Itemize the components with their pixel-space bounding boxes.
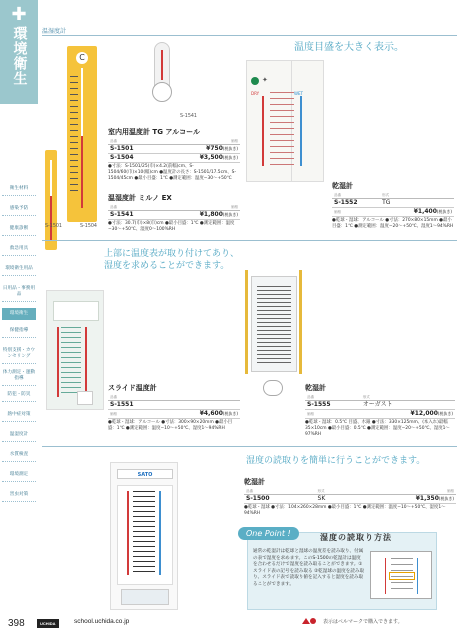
sidebar-item[interactable]: 熱中症対策 xyxy=(2,412,36,422)
product-name: 温湿度計 ミルノ EX xyxy=(108,194,172,202)
thermometer-s1501 xyxy=(45,150,57,250)
product-name: 乾湿計 xyxy=(305,384,326,392)
wet-bulb-column xyxy=(300,96,302,166)
spec-table xyxy=(332,192,454,217)
caption-s1541: S-1541 xyxy=(180,114,197,119)
product-code: S-1504 xyxy=(108,154,160,163)
thermometer-photo-tg xyxy=(45,40,105,220)
one-point-badge: One Point ! xyxy=(238,527,299,540)
table-row xyxy=(108,401,240,410)
sidebar-item[interactable]: 日用品・事務用品 xyxy=(2,286,36,302)
table-row xyxy=(108,211,240,220)
price: ¥1,400 xyxy=(413,208,437,215)
bellmark-icon xyxy=(300,616,318,626)
product-code: S-1501 xyxy=(108,145,160,154)
product-name: スライド温度計 xyxy=(108,384,157,392)
slide-thermometer-photo xyxy=(46,290,104,410)
product-code: S-1541 xyxy=(108,211,160,220)
section-title: 温湿度計 xyxy=(42,28,67,35)
table-row xyxy=(108,145,240,154)
product-desc: ●乾球・湿球 ●寸法：104×260×28mm ●最小目盛：1℃ ●測定範囲：温度−10〜+50℃、湿度1〜94%RH xyxy=(244,505,446,516)
price: ¥4,600 xyxy=(199,410,223,417)
sidebar-item[interactable]: 温湿度計 xyxy=(2,432,36,442)
hygrometer-photo-s1552-wet: WET xyxy=(292,60,324,182)
sidebar-item[interactable]: 害虫対策 xyxy=(2,492,36,502)
dry-bulb-mercury xyxy=(262,96,264,166)
table-row xyxy=(244,495,456,504)
sidebar-item[interactable]: 体力測定・運動指導 xyxy=(2,370,36,386)
product-desc: ●寸法：30.7(巾)×8(巾)cm ●最小目盛：1℃ ●測定範囲：温度−30〜+50℃、湿度0〜100%RH xyxy=(108,221,235,232)
table-row xyxy=(332,208,454,217)
spec-table xyxy=(108,138,240,163)
sidebar-item[interactable]: 特別支援・カウンセリング xyxy=(2,348,36,364)
header-price: 価格 xyxy=(108,410,160,419)
product-s1500 xyxy=(244,478,456,517)
product-type: TG xyxy=(380,199,454,208)
sidebar-item[interactable]: 環境衛生用品 xyxy=(2,266,36,276)
product-tg xyxy=(108,128,240,182)
sidebar-item[interactable]: 防犯・防災 xyxy=(2,392,36,402)
tax-note: (税抜き) xyxy=(222,212,238,217)
product-desc: ●乾球・湿球：アルコール ●寸法：300×90×20mm ●最小目盛：1℃ ●測定範囲：温度−10〜+50℃、湿度1〜94%RH xyxy=(108,420,233,431)
sidebar-item[interactable]: 水質検査 xyxy=(2,452,36,462)
tax-note: (税抜き) xyxy=(222,155,238,160)
one-point-title: 湿度の読取り方法 xyxy=(320,533,392,542)
header-no: 品番 xyxy=(108,204,160,211)
header-no: 品番 xyxy=(244,488,316,495)
headline-2 xyxy=(104,248,239,272)
hygrometer-photo-s1541 xyxy=(150,42,174,106)
product-name: 乾湿計 xyxy=(332,182,353,190)
hygrometer-photo-s1555 xyxy=(243,262,305,402)
sidebar-item[interactable]: 健康診断 xyxy=(2,226,36,236)
price: ¥12,000 xyxy=(410,410,438,417)
sidebar-item[interactable]: 感染予防 xyxy=(2,206,36,216)
tax-note: (税抜き) xyxy=(438,496,454,501)
sidebar-item[interactable]: 保健指導 xyxy=(2,328,36,338)
header-type: 形式 xyxy=(361,394,455,401)
table-row xyxy=(305,410,455,419)
tax-note: (税抜き) xyxy=(222,411,238,416)
category-title: 環境衛生 xyxy=(11,26,28,86)
product-code: S-1551 xyxy=(108,401,160,410)
sidebar-item[interactable]: 救急用具 xyxy=(2,246,36,256)
caption-s1504: S-1504 xyxy=(80,224,97,229)
product-code: S-1555 xyxy=(305,401,361,410)
category-header xyxy=(0,0,38,104)
product-desc: ●乾球・湿球：アルコール ●寸法：270×80×15mm ●最小目盛：1℃ ●測定範囲：温度−20〜+50℃、湿度1〜94%RH xyxy=(332,218,454,229)
table-row xyxy=(305,401,455,410)
table-row xyxy=(108,154,240,163)
spec-table xyxy=(244,488,456,504)
headline-2-line2: 湿度を求めることができます。 xyxy=(104,261,230,271)
product-mirno xyxy=(108,194,240,233)
spec-table xyxy=(108,394,240,419)
spec-table xyxy=(305,394,455,419)
product-slide xyxy=(108,384,240,432)
product-desc: ●乾球・湿球：0.5℃ 目盛、水銀 ●寸法：330×125mm、(本入れ)最幅35×10cm ●最小目盛：0.5℃ ●測定範囲：温度−20〜+50℃、湿度1〜97%RH xyxy=(305,420,450,437)
brand-mark-icon: ✦ xyxy=(262,76,268,84)
page-number: 398 xyxy=(8,618,25,629)
product-code: S-1552 xyxy=(332,199,380,208)
header-price: 価格 xyxy=(346,488,456,495)
spec-table xyxy=(108,204,240,220)
price: ¥750 xyxy=(206,145,223,152)
product-name: 乾湿計 xyxy=(244,478,265,486)
sidebar-item[interactable]: 環境衛生 xyxy=(2,308,36,320)
divider xyxy=(42,240,457,241)
one-point-text: 通常の乾湿計は乾球と湿球の温度差を読み取り、付属の表で湿度を求めます。このS-1500の乾湿計は温度を合わせるだけで湿度を読み取ることができます。①スライド表の記号を読み取る ②乾湿球の温度を読み取り、スライド表で読取り値を記入すると湿度を読み取ることができます。 xyxy=(253,549,365,587)
product-name: 室内用温度計 TG アルコール xyxy=(108,128,200,136)
price: ¥1,350 xyxy=(415,495,439,502)
scale-ticks xyxy=(270,92,294,170)
header-type: 形式 xyxy=(316,488,347,495)
header-type: 形式 xyxy=(380,192,454,199)
sidebar-item[interactable]: 環境測定 xyxy=(2,472,36,482)
thermometer-s1504: C xyxy=(67,46,97,222)
product-code: S-1500 xyxy=(244,495,316,504)
slide-scale-illustration xyxy=(370,551,432,599)
table-row xyxy=(332,199,454,208)
footer-note: 表示はペルマークで購入できます。 xyxy=(323,619,403,625)
header-no: 品番 xyxy=(108,138,160,145)
header-price: 価格 xyxy=(332,208,380,217)
header-price: 価格 xyxy=(305,410,361,419)
product-kanshitsu2 xyxy=(305,384,455,438)
tax-note: (税抜き) xyxy=(222,146,238,151)
header-price: 価格 xyxy=(160,204,240,211)
headline-1: 温度目盛を大きく表示。 xyxy=(294,42,404,53)
header-price: 価格 xyxy=(160,138,240,145)
divider xyxy=(42,35,457,36)
sidebar xyxy=(0,0,38,644)
product-type: オーガスト xyxy=(361,401,455,410)
price: ¥3,500 xyxy=(199,154,223,161)
tax-note: (税抜き) xyxy=(436,209,452,214)
headline-2-line1: 上部に温度表が取り付けてあり、 xyxy=(104,249,240,259)
hygrometer-photo-s1552: DRY xyxy=(246,60,292,182)
tax-note: (税抜き) xyxy=(437,411,453,416)
product-type: SK xyxy=(316,495,347,504)
sidebar-item[interactable]: 衛生材料 xyxy=(2,186,36,196)
caption-s1501: S-1501 xyxy=(45,224,62,229)
site-url[interactable]: school.uchida.co.jp xyxy=(74,618,130,625)
header-no: 品番 xyxy=(305,394,361,401)
brand-logo: UCHIDA xyxy=(37,619,59,628)
header-no: 品番 xyxy=(108,394,160,401)
hygrometer-photo-s1500: SATO xyxy=(110,462,178,610)
product-kanshitsu xyxy=(332,182,454,230)
product-desc: ●寸法：S-1501/25(巾)×4.2(前幅)cm、S-1504/60(巾)×10(幅)cm ●温度計の長さ：S-1501/17.5cm、S-1504/45cm ●最小目盛：1℃ ●測定範囲：温度−30〜+50℃ xyxy=(108,164,237,181)
table-row xyxy=(108,410,240,419)
headline-3: 湿度の読取りを簡単に行うことができます。 xyxy=(246,456,426,466)
plus-icon: ✚ xyxy=(11,4,27,25)
divider xyxy=(42,446,457,447)
price: ¥1,800 xyxy=(199,211,223,218)
header-no: 品番 xyxy=(332,192,380,199)
